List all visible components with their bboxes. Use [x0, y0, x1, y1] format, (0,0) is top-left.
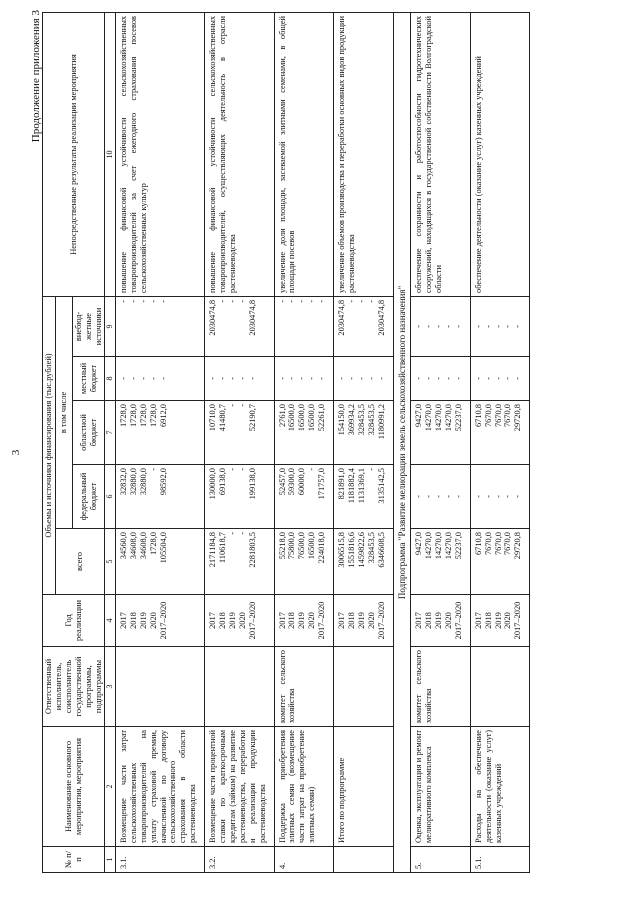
row-local: - - - - - [411, 357, 471, 401]
section-row [393, 12, 411, 872]
row-name: Оценка, эксплуатация и ремонт мелиоративного комплекса [411, 727, 471, 847]
header-name: Наименование основного мероприятия, мероприятия [43, 727, 105, 847]
row-extrabudget: - - - - - [470, 296, 530, 356]
header-regional: областной бюджет [72, 401, 105, 465]
row-result: увеличение доли площади, засеваемой элитными семенами, в общей площади посевов [274, 12, 334, 296]
row-responsible [470, 647, 530, 727]
col-number: 10 [105, 12, 115, 296]
header-responsible: Ответственный исполнитель, соисполнитель государственной программы, подпрограммы [43, 647, 105, 727]
row-no: 5. [411, 847, 471, 873]
row-federal: - - - - - [470, 465, 530, 529]
col-number: 2 [105, 727, 115, 847]
row-responsible [205, 647, 274, 727]
col-number: 3 [105, 647, 115, 727]
row-responsible [115, 647, 204, 727]
row-regional: 154150,0 369934,2 328453,5 328453,5 1180991,2 [334, 401, 394, 465]
row-no: 3.1. [115, 847, 204, 873]
row-name: Поддержка приобретения элитных семян (возмещение части затрат на приобретение элитных семян) [274, 727, 334, 847]
row-total: 9427,0 14270,0 14270,0 14270,0 52237,0 [411, 529, 471, 595]
section-title: Подпрограмма "Развитие мелиорации земель сельскохозяйственного назначения" [393, 12, 411, 872]
row-name: Итого по подпрограмме [334, 727, 394, 847]
row-regional: 10710,0 41480,7 - - 52190,7 [205, 401, 274, 465]
table-row [205, 12, 274, 872]
header-federal: федеральный бюджет [72, 465, 105, 529]
program-table [42, 12, 530, 873]
row-local: - - - - - [470, 357, 530, 401]
table-row [274, 12, 334, 872]
header-including: в том числе [55, 296, 72, 528]
row-local: - - - - - [205, 357, 274, 401]
header-year: Год реализации [43, 595, 105, 647]
row-regional: 6710,8 7670,0 7670,0 7670,0 29720,8 [470, 401, 530, 465]
header-financing: Объемы и источники финансирования (тыс.рублей) [43, 296, 56, 594]
row-years: 2017 2018 2019 2020 2017–2020 [205, 595, 274, 647]
row-result: повышение финансовой устойчивости сельскохозяйственных товаропроизводителей за счет ежегодного страхования посевов сельскохозяйственных культур [115, 12, 204, 296]
row-years: 2017 2018 2019 2020 2017–2020 [411, 595, 471, 647]
continuation-note: Продолжение приложения 3 [30, 10, 42, 143]
header-extrabudget: внебюд- жетные источники [72, 296, 105, 356]
col-number: 7 [105, 401, 115, 465]
row-federal: 821891,0 1181882,4 1131369,1 - 3135142,5 [334, 465, 394, 529]
table-row [115, 12, 204, 872]
row-federal: 52457,0 59300,0 60000,0 - 171757,0 [274, 465, 334, 529]
col-number: 4 [105, 595, 115, 647]
row-result: увеличение объемов производства и переработки основных видов продукции растениеводства [334, 12, 394, 296]
page-number: 3 [10, 449, 22, 456]
col-number: 5 [105, 529, 115, 595]
row-regional: 1728,0 1728,0 1728,0 1728,0 6912,0 [115, 401, 204, 465]
table-row-subtotal [334, 12, 394, 872]
row-total: 34560,0 34608,0 34608,0 1728,0 105504,0 [115, 529, 204, 595]
col-number: 8 [105, 357, 115, 401]
row-total: 55218,0 75800,0 76500,0 16500,0 224018,0 [274, 529, 334, 595]
row-regional: 9427,0 14270,0 14270,0 14270,0 52237,0 [411, 401, 471, 465]
row-result: повышение финансовой устойчивости сельскохозяйственных товаропроизводителей, осуществляющих деятельность в отрасли растениеводства [205, 12, 274, 296]
row-regional: 2761,0 16500,0 16500,0 16500,0 52261,0 [274, 401, 334, 465]
row-years: 2017 2018 2019 2020 2017–2020 [115, 595, 204, 647]
row-name: Возмещение части затрат сельскохозяйственных товаропроизводителей на уплату страховой премии, начисленной по договору сельскохозяйственного страхования в области растениеводства [115, 727, 204, 847]
row-responsible [334, 647, 394, 727]
row-federal: 32832,0 32880,0 32880,0 - 98592,0 [115, 465, 204, 529]
row-total: 3006515,8 1551816,6 1459822,6 328453,5 6346608,5 [334, 529, 394, 595]
row-local: - - - - - [274, 357, 334, 401]
row-extrabudget: - - - - - [115, 296, 204, 356]
row-extrabudget: - - - - - [411, 296, 471, 356]
row-years: 2017 2018 2019 2020 2017–2020 [334, 595, 394, 647]
header-no: № п/п [43, 847, 105, 873]
row-name: Возмещение части процентной ставки по краткосрочным кредитам (займам) на развитие растениеводства, переработки и реализации продукции растениеводства [205, 727, 274, 847]
row-responsible: комитет сельского хозяйства [411, 647, 471, 727]
col-number: 1 [105, 847, 115, 873]
row-no: 5.1. [470, 847, 530, 873]
row-responsible: комитет сельского хозяйства [274, 647, 334, 727]
row-extrabudget: 2030474,8 - - - 2030474,8 [334, 296, 394, 356]
row-result: обеспечение сохранности и работоспособности гидротехнических сооружений, находящихся в государственной собственности Волгоградской области [411, 12, 471, 296]
row-years: 2017 2018 2019 2020 2017–2020 [274, 595, 334, 647]
row-federal: 130000,0 69138,0 - - 199138,0 [205, 465, 274, 529]
row-total: 6710,8 7670,0 7670,0 7670,0 29720,8 [470, 529, 530, 595]
row-years: 2017 2018 2019 2020 2017–2020 [470, 595, 530, 647]
table-row [470, 12, 530, 872]
row-local: - - - - - [115, 357, 204, 401]
col-number: 9 [105, 296, 115, 356]
row-extrabudget: - - - - - [274, 296, 334, 356]
row-no [334, 847, 394, 873]
row-result: обеспечение деятельности (оказание услуг) казенных учреждений [470, 12, 530, 296]
row-extrabudget: 2030474,8 - - - 2030474,8 [205, 296, 274, 356]
table-row [411, 12, 471, 872]
row-federal: - - - - - [411, 465, 471, 529]
header-result: Непосредственные результаты реализации мероприятия [43, 12, 105, 296]
row-total: 2171184,8 110618,7 - - 2281803,5 [205, 529, 274, 595]
row-name: Расходы на обеспечение деятельности (оказание услуг) казенных учреждений [470, 727, 530, 847]
header-local: местный бюджет [72, 357, 105, 401]
col-number: 6 [105, 465, 115, 529]
row-no: 3.2. [205, 847, 274, 873]
header-total: всего [55, 529, 105, 595]
row-local: - - - - - [334, 357, 394, 401]
row-no: 4. [274, 847, 334, 873]
